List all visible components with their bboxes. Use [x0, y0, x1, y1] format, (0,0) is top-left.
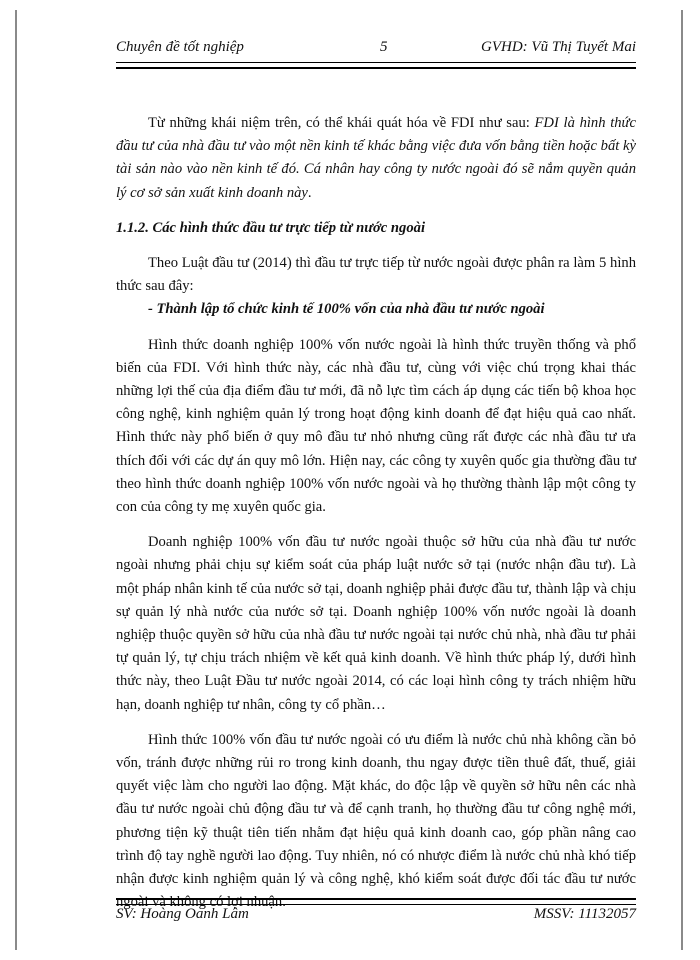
intro-end: . — [307, 184, 312, 201]
section-heading: 1.1.2. Các hình thức đầu tư trực tiếp từ nước ngoài — [116, 219, 425, 236]
footer-student-id: MSSV: 11132057 — [533, 906, 636, 922]
header-title: Chuyên đề tốt nghiệp — [116, 39, 244, 55]
intro-paragraph — [116, 112, 636, 205]
header-advisor: GVHD: Vũ Thị Tuyết Mai — [481, 39, 636, 55]
footer-rule — [116, 898, 636, 905]
fdi-definition: FDI là hình thức đầu tư của nhà đầu tư vào một nền kinh tế khác bằng việc đưa vốn bằng tiền hoặc bất kỳ tài sản nào vào nền kinh tế đó. Cá nhân hay công ty nước ngoài đó sẽ nắm quyền quản lý cơ sở sản xuất kinh doanh này — [116, 115, 636, 201]
paragraph-1: Hình thức doanh nghiệp 100% vốn nước ngoài là hình thức truyền thống và phổ biến của FDI. Với hình thức này, các nhà đầu tư, cùng với việc chú trọng khai thác những lợi thế của địa điểm đầu tư mới, đã nỗ lực tìm cách áp dụng các tiến bộ khoa học công nghệ, kinh nghiệm quản lý trong hoạt động kinh doanh để đạt hiệu quả cao nhất. Hình thức này phổ biến ở quy mô đầu tư nhỏ nhưng cũng rất được các nhà đầu tư ưa thích đối với các dự án quy mô lớn. Hiện nay, các công ty xuyên quốc gia thường đầu tư theo hình thức doanh nghiệp 100% vốn nước ngoài và họ thường thành lập một công ty con của công ty mẹ xuyên quốc gia. — [116, 336, 636, 516]
subheading: - Thành lập tổ chức kinh tế 100% vốn của nhà đầu tư nước ngoài — [148, 301, 545, 318]
document-body — [116, 112, 636, 915]
intro-text: Từ những khái niệm trên, có thể khái quát hóa về FDI như sau: — [148, 115, 535, 131]
paragraph-3: Hình thức 100% vốn đầu tư nước ngoài có ưu điểm là nước chủ nhà không cần bỏ vốn, tránh được những rủi ro trong kinh doanh, thu ngay được tiền thuê đất, thuế, giải quyết việc làm cho người lao động. Mặt khác, do độc lập về quyền sở hữu nên các nhà đầu tư nước ngoài chủ động đầu tư và để cạnh tranh, họ thường đầu tư công nghệ mới, phương tiện kỹ thuật tiên tiến nhằm đạt hiệu quả kinh doanh cao, góp phần nâng cao trình độ tay nghề người lao động. Tuy nhiên, nó có nhược điểm là nước chủ nhà khó tiếp nhận được kinh nghiệm quản lý và công nghệ, khó kiểm soát được đối tác đầu tư nước ngoài và không có lợi nhuận. — [116, 731, 636, 911]
page-number: 5 — [380, 39, 388, 55]
section-intro: Theo Luật đầu tư (2014) thì đầu tư trực tiếp từ nước ngoài được phân ra làm 5 hình thức sau đây: — [116, 255, 636, 295]
header-rule — [116, 62, 636, 69]
footer-student: SV: Hoàng Oanh Lâm — [116, 906, 249, 922]
paragraph-2: Doanh nghiệp 100% vốn đầu tư nước ngoài thuộc sở hữu của nhà đầu tư nước ngoài nhưng phải chịu sự kiểm soát của pháp luật nước sở tại (nước nhận đầu tư). Là một pháp nhân kinh tế của nước sở tại, doanh nghiệp phải được đầu tư, thành lập và chịu sự quản lý nhà nước của nước sở tại. Doanh nghiệp 100% vốn nước ngoài là doanh nghiệp thuộc quyền sở hữu của nhà đầu tư nước ngoài tại nước chủ nhà, nhà đầu tư phải tự quản lý, tự chịu trách nhiệm về kết quả kinh doanh. Về hình thức pháp lý, dưới hình thức này, theo Luật Đầu tư nước ngoài 2014, có các loại hình công ty trách nhiệm hữu hạn, doanh nghiệp tư nhân, công ty cổ phần… — [116, 534, 636, 713]
